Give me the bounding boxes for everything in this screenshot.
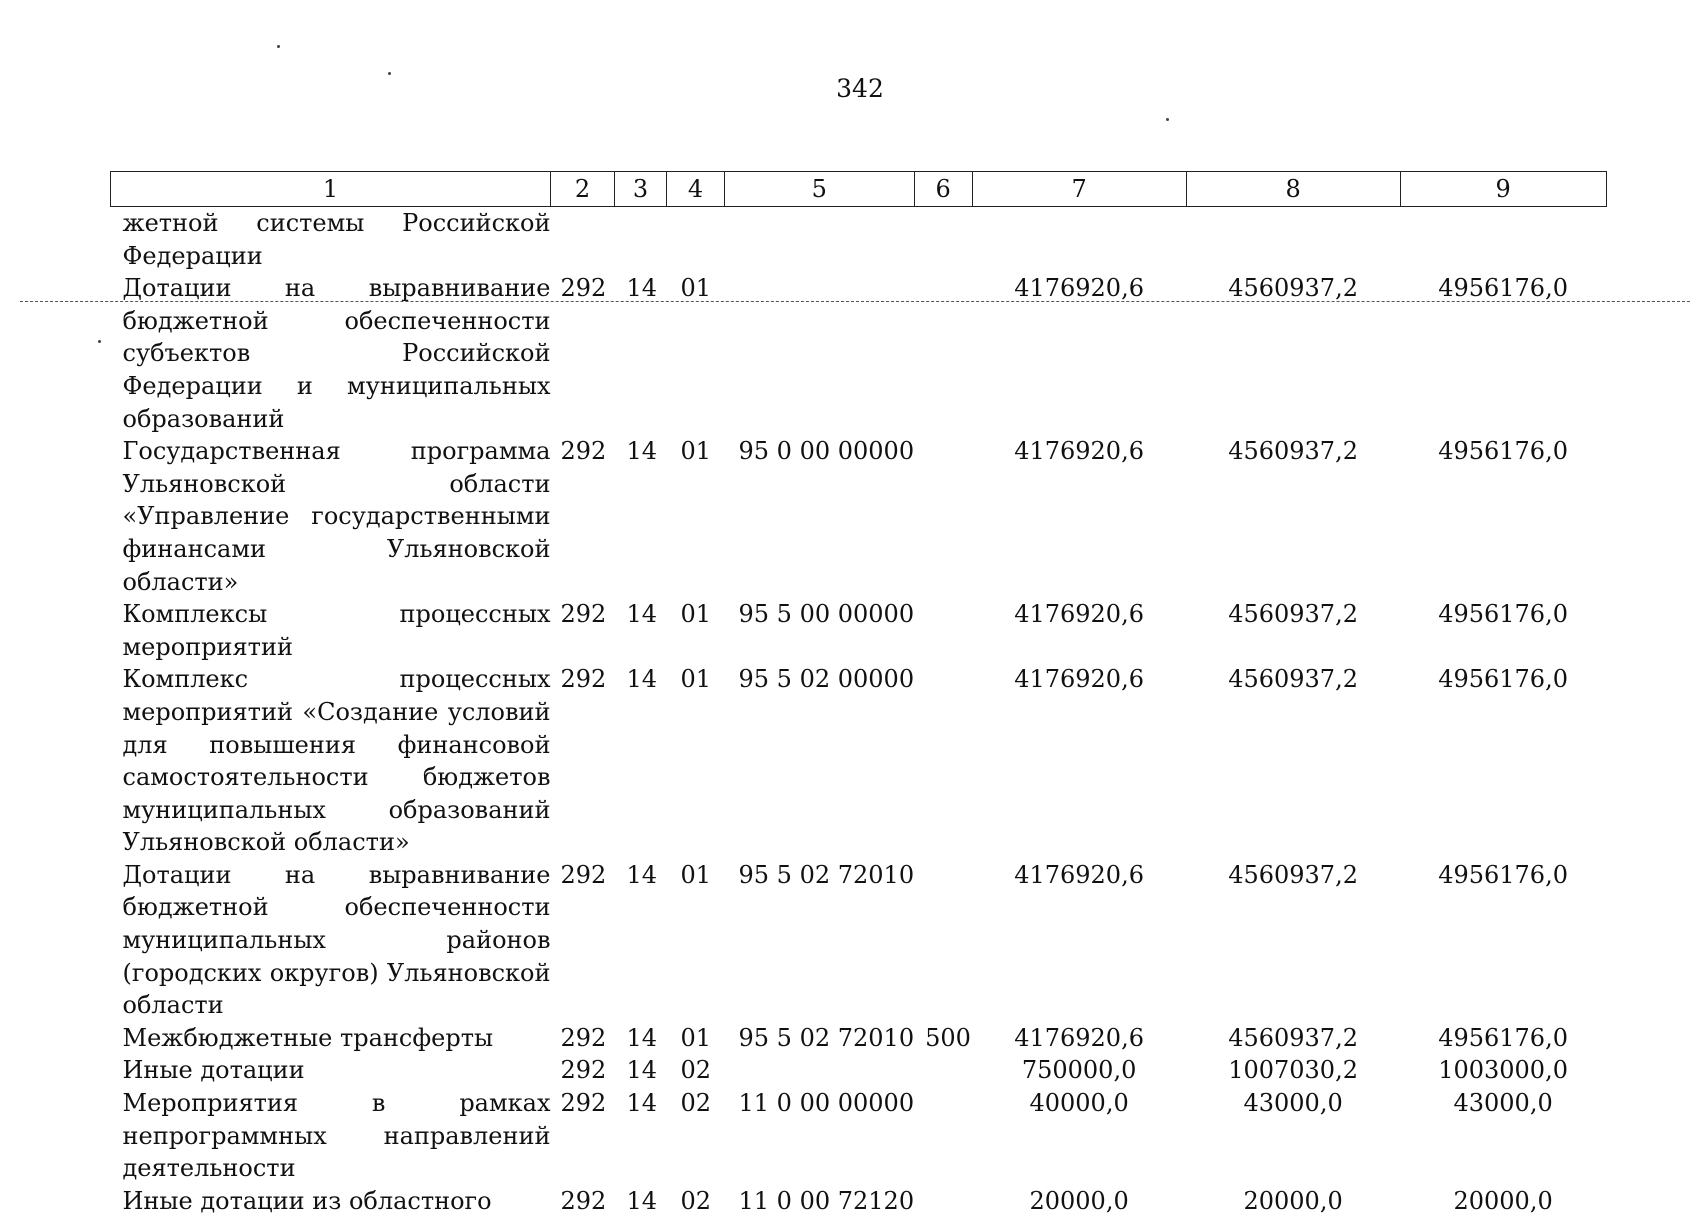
col-header-2: 2 <box>551 172 615 207</box>
row-code-cell-4: 02 <box>680 1186 712 1215</box>
row-code-cell-5: 95 5 02 00000 <box>738 665 915 694</box>
row-code-cell-6 <box>914 1185 972 1217</box>
row-code-cell-4: 01 <box>680 665 712 694</box>
row-code-cell-2: 292 <box>560 1089 607 1118</box>
row-code-cell-2: 292 <box>560 860 607 889</box>
table-row <box>111 1022 1607 1055</box>
page-number: 342 <box>836 74 884 103</box>
row-name-cell: Комплексы процессных мероприятий <box>122 600 551 661</box>
row-code-cell-3: 14 <box>626 437 658 466</box>
row-code-cell-3: 14 <box>626 665 658 694</box>
row-amount-8: 43000,0 <box>1243 1089 1343 1118</box>
scan-speck <box>98 340 101 343</box>
row-code-cell-4: 01 <box>680 1023 712 1052</box>
row-amount-8: 20000,0 <box>1243 1186 1343 1215</box>
col-header-6: 6 <box>914 172 972 207</box>
row-code-cell-4 <box>667 207 725 273</box>
row-code-cell-5: 11 0 00 00000 <box>738 1089 915 1118</box>
table-row <box>111 272 1607 435</box>
row-amount-9: 4956176,0 <box>1438 600 1568 629</box>
row-name-cell: жетной системы Российской Федерации <box>122 209 551 270</box>
row-name-cell: Дотации на выравнивание бюджетной обеспеченности муниципальных районов (городских округов) Ульяновской области <box>122 860 551 1020</box>
col-header-8: 8 <box>1186 172 1400 207</box>
row-code-cell-4: 02 <box>680 1089 712 1118</box>
row-code-cell-5: 95 5 02 72010 <box>738 1023 915 1052</box>
row-amount-9: 20000,0 <box>1453 1186 1553 1215</box>
table-row <box>111 859 1607 1022</box>
row-code-cell-3: 14 <box>626 600 658 629</box>
row-code-cell-4: 02 <box>680 1056 712 1085</box>
row-code-cell-3: 14 <box>626 1023 658 1052</box>
row-amount-7: 4176920,6 <box>1014 860 1144 889</box>
row-code-cell-5: 11 0 00 72120 <box>738 1186 915 1215</box>
row-name-cell: Мероприятия в рамках непрограммных направлений деятельности <box>122 1089 551 1183</box>
row-amount-7 <box>972 207 1186 273</box>
row-amount-7: 4176920,6 <box>1014 1023 1144 1052</box>
row-amount-9: 4956176,0 <box>1438 860 1568 889</box>
row-code-cell-3: 14 <box>626 1089 658 1118</box>
col-header-4: 4 <box>667 172 725 207</box>
row-code-cell-3: 14 <box>626 860 658 889</box>
row-amount-7: 750000,0 <box>1021 1056 1137 1085</box>
row-amount-8: 4560937,2 <box>1228 665 1358 694</box>
row-code-cell-2: 292 <box>560 1023 607 1052</box>
row-amount-8: 4560937,2 <box>1228 274 1358 303</box>
row-amount-9: 1003000,0 <box>1438 1056 1568 1085</box>
row-code-cell-2: 292 <box>560 1186 607 1215</box>
row-code-cell-3: 14 <box>626 1056 658 1085</box>
row-name-cell: Иные дотации <box>122 1056 305 1085</box>
row-code-cell-2: 292 <box>560 1056 607 1085</box>
row-code-cell-2: 292 <box>560 274 607 303</box>
row-code-cell-4: 01 <box>680 600 712 629</box>
row-amount-9: 4956176,0 <box>1438 437 1568 466</box>
row-amount-9: 43000,0 <box>1453 1089 1553 1118</box>
col-header-5: 5 <box>725 172 915 207</box>
row-name-cell: Межбюджетные трансферты <box>122 1023 494 1052</box>
row-code-cell-6 <box>914 859 972 1022</box>
row-code-cell-3: 14 <box>626 274 658 303</box>
row-code-cell-3: 14 <box>626 1186 658 1215</box>
table-row <box>111 1185 1607 1217</box>
column-number-header <box>111 172 1607 207</box>
table-row <box>111 435 1607 598</box>
col-header-7: 7 <box>972 172 1186 207</box>
table-row <box>111 1054 1607 1087</box>
row-code-cell-5: 95 5 02 72010 <box>738 860 915 889</box>
table-row <box>111 663 1607 859</box>
row-amount-8: 4560937,2 <box>1228 860 1358 889</box>
row-amount-8: 1007030,2 <box>1228 1056 1358 1085</box>
row-amount-7: 4176920,6 <box>1014 665 1144 694</box>
row-amount-9: 4956176,0 <box>1438 665 1568 694</box>
row-code-cell-2 <box>551 207 615 273</box>
row-code-cell-2: 292 <box>560 437 607 466</box>
row-code-cell-4: 01 <box>680 437 712 466</box>
row-code-cell-6: 500 <box>925 1023 971 1052</box>
row-code-cell-5: 95 0 00 00000 <box>738 437 915 466</box>
row-amount-8: 4560937,2 <box>1228 437 1358 466</box>
row-name-cell: Иные дотации из областного <box>122 1186 492 1215</box>
col-header-1: 1 <box>111 172 551 207</box>
row-code-cell-6 <box>914 663 972 859</box>
table-row <box>111 207 1607 273</box>
col-header-9: 9 <box>1400 172 1606 207</box>
row-amount-8: 4560937,2 <box>1228 1023 1358 1052</box>
row-code-cell-6 <box>914 1087 972 1185</box>
row-name-cell: Государственная программа Ульяновской области «Управление государственными финансами Ульяновской области» <box>122 437 551 596</box>
row-amount-7: 4176920,6 <box>1014 600 1144 629</box>
table-row <box>111 598 1607 663</box>
row-amount-9: 4956176,0 <box>1438 274 1568 303</box>
scan-speck <box>1166 118 1169 121</box>
row-code-cell-6 <box>914 207 972 273</box>
row-code-cell-4: 01 <box>680 860 712 889</box>
col-header-3: 3 <box>615 172 667 207</box>
row-code-cell-5: 95 5 00 00000 <box>738 600 915 629</box>
row-code-cell-2: 292 <box>560 600 607 629</box>
row-amount-8 <box>1186 207 1400 273</box>
row-amount-9 <box>1400 207 1606 273</box>
row-code-cell-6 <box>914 272 972 435</box>
table-row <box>111 1087 1607 1185</box>
row-code-cell-3 <box>615 207 667 273</box>
row-code-cell-6 <box>914 598 972 663</box>
scan-speck <box>277 45 280 48</box>
row-code-cell-5 <box>725 1054 915 1087</box>
row-code-cell-5 <box>725 207 915 273</box>
row-name-cell: Комплекс процессных мероприятий «Создание условий для повышения финансовой самостоятельности бюджетов муниципальных образований Ульяновской области» <box>122 665 551 857</box>
row-amount-9: 4956176,0 <box>1438 1023 1568 1052</box>
row-code-cell-6 <box>914 1054 972 1087</box>
row-code-cell-5 <box>725 272 915 435</box>
budget-table <box>110 171 1607 1217</box>
row-amount-7: 4176920,6 <box>1014 437 1144 466</box>
row-code-cell-2: 292 <box>560 665 607 694</box>
row-amount-7: 40000,0 <box>1029 1089 1129 1118</box>
row-code-cell-4: 01 <box>680 274 712 303</box>
row-code-cell-6 <box>914 435 972 598</box>
row-name-cell: Дотации на выравнивание бюджетной обеспеченности субъектов Российской Федерации и муниципальных образований <box>122 274 551 433</box>
row-amount-8: 4560937,2 <box>1228 600 1358 629</box>
scan-speck <box>388 72 391 75</box>
row-amount-7: 4176920,6 <box>1014 274 1144 303</box>
row-amount-7: 20000,0 <box>1029 1186 1129 1215</box>
